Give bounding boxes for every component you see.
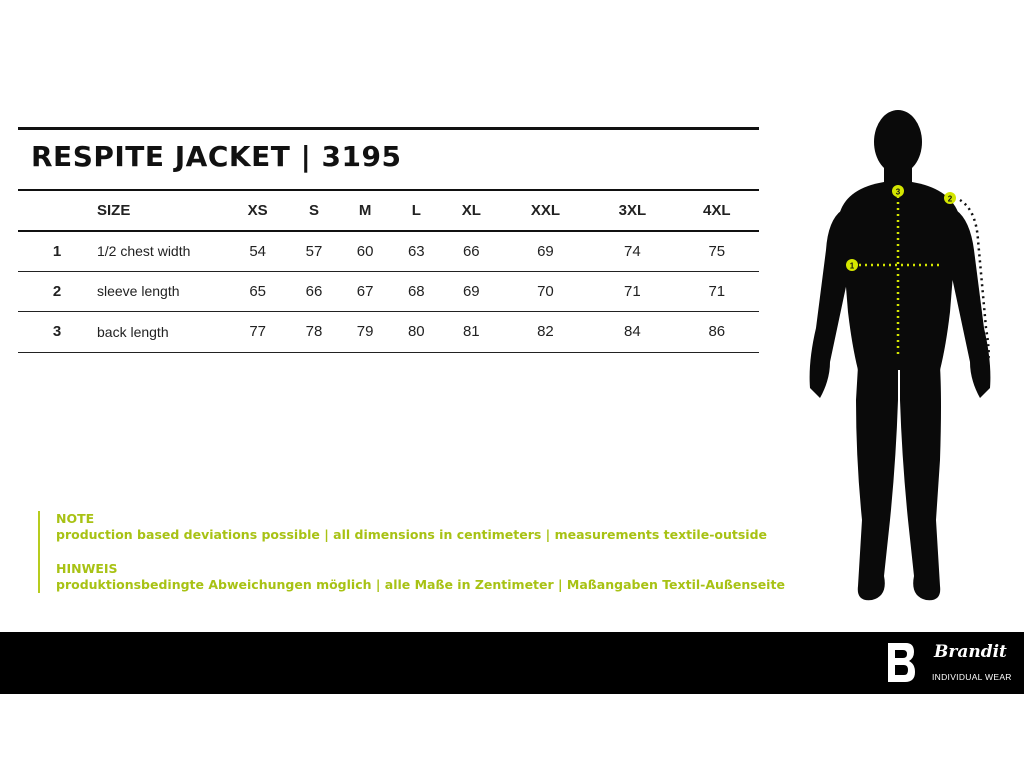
size-col-header: 4XL: [703, 201, 731, 219]
table-cell: 66: [462, 242, 480, 260]
table-cell: 57: [305, 242, 323, 260]
hinweis-title: HINWEIS: [56, 561, 118, 576]
table-cell: 81: [462, 323, 480, 341]
svg-text:2: 2: [947, 194, 953, 204]
measurement-name: 1/2 chest width: [97, 243, 191, 259]
table-cell: 75: [708, 242, 726, 260]
table-cell: 69: [537, 242, 554, 260]
top-rule: [18, 127, 759, 130]
size-table-header: [18, 190, 759, 231]
brand-tagline: INDIVIDUAL WEAR: [932, 672, 1012, 682]
row-number: 2: [52, 282, 62, 300]
table-cell: 77: [249, 323, 267, 341]
hinweis-text: produktionsbedingte Abweichungen möglich | alle Maße in Zentimeter | Maßangaben Textil-Außenseite: [56, 577, 785, 592]
marker-3: [892, 185, 904, 197]
table-cell: 74: [624, 242, 641, 260]
table-cell: 66: [305, 282, 323, 300]
marker-1: [846, 259, 858, 271]
size-col-header: XXL: [530, 201, 561, 219]
brand-logo-icon: [886, 641, 916, 684]
row-number: 3: [52, 323, 62, 341]
measurement-name: back length: [97, 323, 169, 340]
size-col-header: XL: [461, 201, 481, 219]
table-cell: 80: [407, 323, 425, 341]
table-cell: 63: [407, 242, 425, 260]
row-number: 1: [52, 242, 62, 260]
table-cell: 82: [537, 323, 554, 341]
body-silhouette: [810, 110, 991, 600]
size-header-label: SIZE: [97, 201, 131, 219]
table-cell: 70: [537, 282, 554, 300]
table-cell: 69: [462, 282, 480, 300]
svg-text:3: 3: [895, 187, 901, 197]
table-cell: 71: [708, 282, 726, 300]
size-col-header: L: [411, 201, 421, 219]
table-row: [18, 312, 759, 353]
note-text: production based deviations possible | all dimensions in centimeters | measurements textile-outside: [56, 527, 767, 542]
table-row: [18, 271, 759, 312]
table-cell: 84: [624, 323, 641, 341]
note-title: NOTE: [56, 511, 95, 526]
footer-bar: [0, 632, 1024, 694]
marker-2: [944, 192, 956, 204]
size-col-header: S: [308, 201, 319, 219]
table-cell: 67: [356, 282, 374, 300]
table-cell: 60: [356, 242, 374, 260]
table-cell: 79: [356, 323, 374, 341]
table-cell: 86: [708, 323, 726, 341]
svg-text:1: 1: [849, 261, 855, 271]
table-cell: 54: [249, 242, 267, 260]
measurement-figure: [800, 100, 1000, 610]
size-col-header: XS: [247, 201, 268, 219]
brand-name: Brandit: [934, 642, 1007, 662]
table-row: [18, 231, 759, 272]
table-cell: 68: [407, 282, 425, 300]
table-cell: 78: [305, 323, 323, 341]
size-col-header: M: [358, 201, 372, 219]
measurement-name: sleeve length: [97, 283, 180, 300]
size-col-header: 3XL: [618, 201, 647, 219]
page-title: RESPITE JACKET | 3195: [31, 140, 402, 173]
size-table: [18, 189, 759, 353]
table-cell: 71: [624, 282, 641, 300]
table-cell: 65: [249, 282, 267, 300]
notes-block: [38, 511, 785, 593]
